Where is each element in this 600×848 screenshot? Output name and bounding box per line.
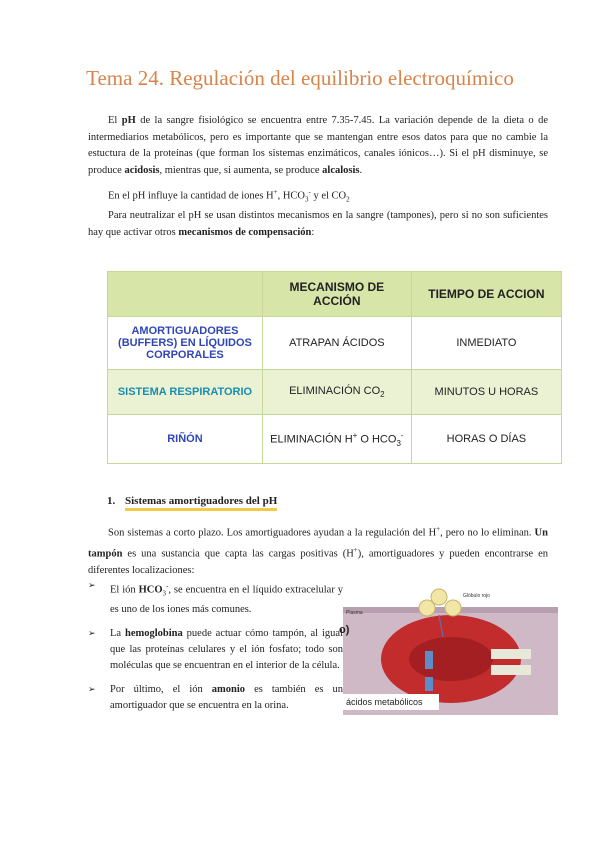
figure-top-label: Glóbulo rojo bbox=[463, 593, 490, 599]
table-cell-time: MINUTOS U HORAS bbox=[411, 370, 561, 415]
mechanisms-table bbox=[107, 271, 562, 464]
table-header-mechanism: MECANISMO DE ACCIÓN bbox=[262, 272, 411, 317]
section-heading: 1. Sistemas amortiguadores del pH bbox=[107, 495, 277, 507]
section1-paragraph: Son sistemas a corto plazo. Los amortiguadores ayudan a la regulación del H+, pero no lo eliminan. Un tampón es una sustancia que capta las cargas positivas (H+), amortiguadores y pueden encontrarse en diferentes localizaciones: bbox=[88, 525, 548, 576]
red-cell-figure bbox=[339, 581, 558, 715]
label-box bbox=[491, 665, 531, 675]
molecule-icon bbox=[445, 600, 461, 616]
list-item: ➢ Por último, el ión amonio es también es un amortiguador que se encuentra en la orina. bbox=[88, 683, 343, 711]
intro-paragraph: El pH de la sangre fisiológico se encuentra entre 7.35-7.45. La variación depende de la dieta o de intermediarios metabólicos, pero es importante que se mantengan entre esos datos para que no cambie la estuctura de la proteínas (que forman los sistemas enzimáticos, canales iónicos…). Si el pH disminuye, se produce acidosis, mientras que, si aumenta, se produce alcalosis. bbox=[88, 115, 548, 176]
table-cell-time: INMEDIATO bbox=[411, 317, 561, 370]
table-cell-name: RIÑÓN bbox=[108, 415, 263, 464]
table-row bbox=[108, 370, 562, 415]
figure-side-label: o) bbox=[339, 624, 350, 636]
ions-paragraph: En el pH influye la cantidad de iones H+, $HCO_3^-$ y el $CO_2$ bbox=[108, 188, 350, 204]
molecule-icon bbox=[419, 600, 435, 616]
table-row bbox=[108, 415, 562, 464]
bullet-list bbox=[88, 578, 343, 722]
page-title: Tema 24. Regulación del equilibrio electroquímico bbox=[86, 66, 514, 90]
arrow-bullet-icon: ➢ bbox=[88, 581, 96, 591]
table-cell-time: HORAS O DÍAS bbox=[411, 415, 561, 464]
red-cell-diagram bbox=[343, 581, 558, 715]
table-header-row bbox=[108, 272, 562, 317]
table-cell-name: AMORTIGUADORES (BUFFERS) EN LÍQUIDOS CORPORALES bbox=[108, 317, 263, 370]
table-row bbox=[108, 317, 562, 370]
neutral-paragraph: Para neutralizar el pH se usan distintos mecanismos en la sangre (tampones), pero si no son suficientes hay que activar otros mecanismos de compensación: bbox=[88, 210, 548, 238]
red-cell-center bbox=[409, 637, 493, 681]
label-box bbox=[491, 649, 531, 659]
figure-bottom-label: ácidos metabólicos bbox=[346, 697, 423, 707]
list-item: ➢ El ión $HCO_3^-$, se encuentra en el líquido extracelular y es uno de los iones más comunes. bbox=[88, 578, 343, 618]
transporter-icon bbox=[425, 651, 433, 669]
table-cell-mechanism: ELIMINACIÓN $CO_2$ bbox=[262, 370, 411, 415]
figure-left-label: Plasma bbox=[346, 610, 363, 616]
list-item: ➢ La hemoglobina puede actuar cómo tampón, al igual que las proteínas celulares y el ión fosfato; todo son moléculas que se encuentran en el interior de la célula. bbox=[88, 627, 343, 671]
table-cell-mechanism: ATRAPAN ÁCIDOS bbox=[262, 317, 411, 370]
table-header-time: TIEMPO DE ACCION bbox=[411, 272, 561, 317]
arrow-bullet-icon: ➢ bbox=[88, 628, 96, 639]
table-cell-name: SISTEMA RESPIRATORIO bbox=[108, 370, 263, 415]
table-header-empty bbox=[108, 272, 263, 317]
table-cell-mechanism: ELIMINACIÓN H+ O $HCO_3^-$ bbox=[262, 415, 411, 464]
transporter-icon bbox=[425, 677, 433, 691]
arrow-bullet-icon: ➢ bbox=[88, 684, 96, 695]
